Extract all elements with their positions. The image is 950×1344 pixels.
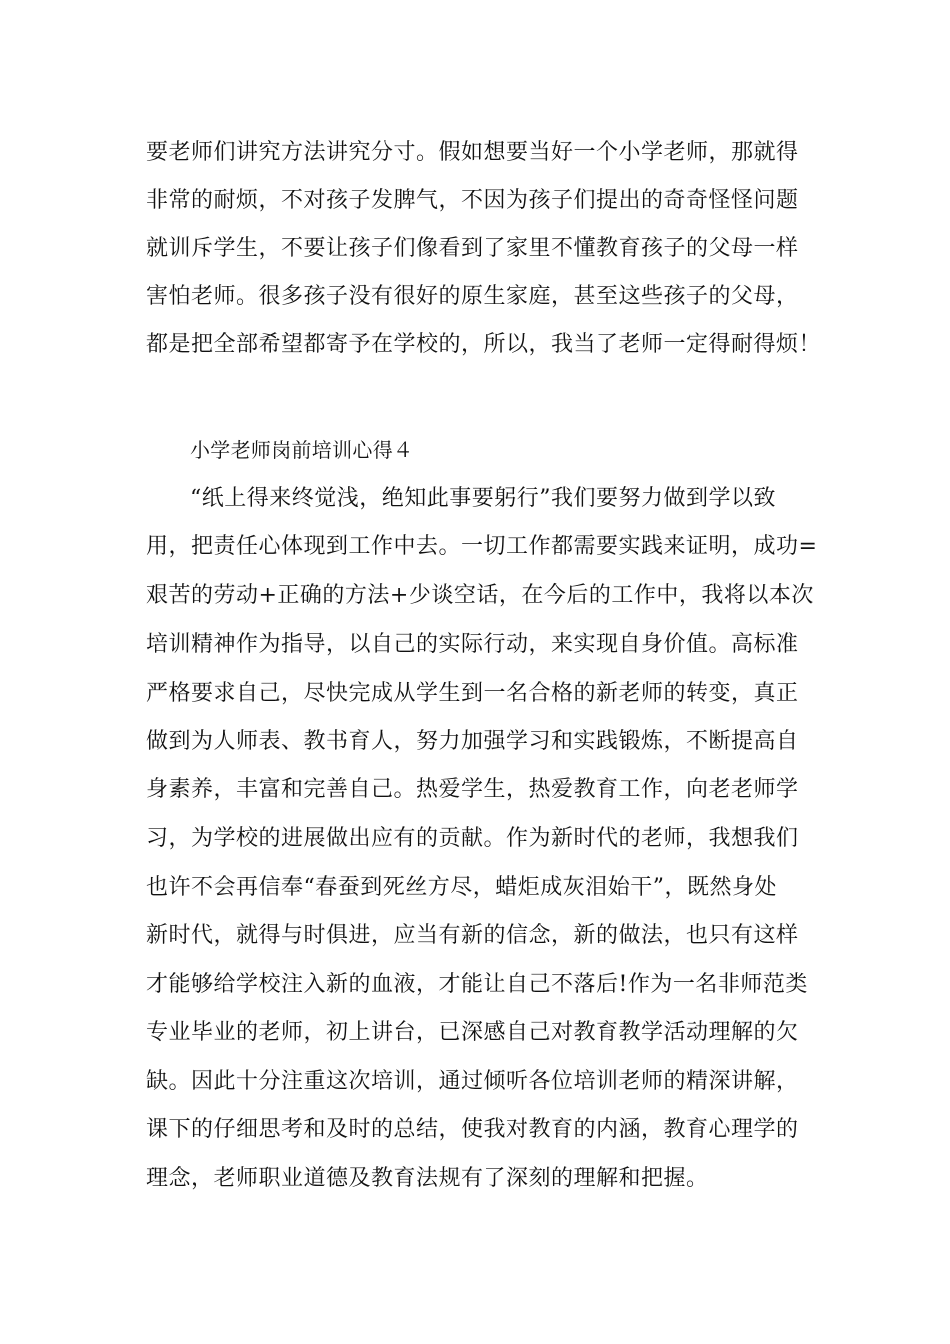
paragraph-line: 培训精神作为指导，以自己的实际行动，来实现自身价值。高标准 xyxy=(146,632,799,657)
section-heading: 小学老师岗前培训心得４ xyxy=(190,438,414,462)
paragraph-line: 缺。因此十分注重这次培训，通过倾听各位培训老师的精深讲解， xyxy=(146,1069,799,1094)
paragraph-line: 就训斥学生，不要让孩子们像看到了家里不懂教育孩子的父母一样 xyxy=(146,236,799,261)
paragraph-line: 要老师们讲究方法讲究分寸。假如想要当好一个小学老师，那就得 xyxy=(146,140,799,165)
paragraph-line: 身素养，丰富和完善自己。热爱学生，热爱教育工作，向老老师学 xyxy=(146,777,799,802)
paragraph-line: 用，把责任心体现到工作中去。一切工作都需要实践来证明，成功= xyxy=(146,534,818,559)
paragraph-line: 理念，老师职业道德及教育法规有了深刻的理解和把握。 xyxy=(146,1166,709,1191)
paragraph-line: 也许不会再信奉“春蚕到死丝方尽，蜡炬成灰泪始干”，既然身处 xyxy=(146,875,777,900)
paragraph-line: 做到为人师表、教书育人，努力加强学习和实践锻炼，不断提高自 xyxy=(146,729,799,754)
paragraph-line: 非常的耐烦，不对孩子发脾气，不因为孩子们提出的奇奇怪怪问题 xyxy=(146,188,799,213)
paragraph-line: 都是把全部希望都寄予在学校的，所以，我当了老师一定得耐得烦！ xyxy=(146,332,822,357)
paragraph-line: 专业毕业的老师，初上讲台，已深感自己对教育教学活动理解的欠 xyxy=(146,1020,799,1045)
paragraph-line: 新时代，就得与时俱进，应当有新的信念，新的做法，也只有这样 xyxy=(146,923,799,948)
paragraph-line: 课下的仔细思考和及时的总结，使我对教育的内涵，教育心理学的 xyxy=(146,1117,799,1142)
paragraph-line: 艰苦的劳动+正确的方法+少谈空话，在今后的工作中，我将以本次 xyxy=(146,583,814,608)
paragraph-line: 害怕老师。很多孩子没有很好的原生家庭，甚至这些孩子的父母， xyxy=(146,284,799,309)
paragraph-line: “纸上得来终觉浅，绝知此事要躬行”我们要努力做到学以致 xyxy=(190,486,776,511)
paragraph-line: 严格要求自己，尽快完成从学生到一名合格的新老师的转变，真正 xyxy=(146,681,799,706)
paragraph-line: 才能够给学校注入新的血液，才能让自己不落后!作为一名非师范类 xyxy=(146,972,808,997)
paragraph-line: 习，为学校的进展做出应有的贡献。作为新时代的老师，我想我们 xyxy=(146,826,799,851)
